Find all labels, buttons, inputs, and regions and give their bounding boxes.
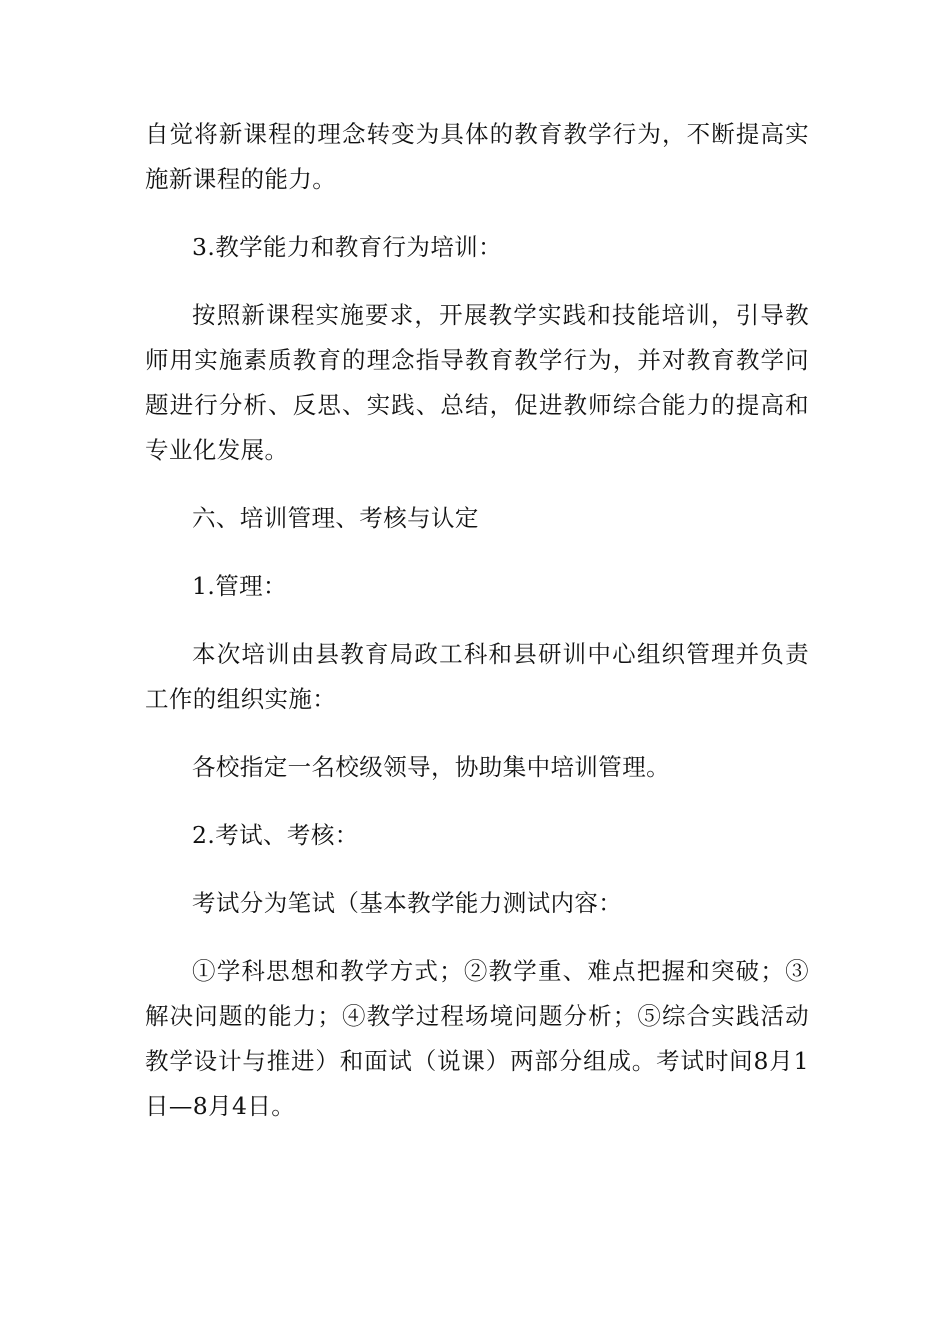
paragraph-continuation: 自觉将新课程的理念转变为具体的教育教学行为，不断提高实施新课程的能力。	[145, 120, 809, 193]
heading-teaching-ability-training: 3.教学能力和教育行为培训：	[192, 233, 503, 261]
document-body	[145, 112, 809, 1152]
heading-management: 1.管理：	[192, 572, 287, 600]
paragraph-organizer: 本次培训由县教育局政工科和县研训中心组织管理并负责工作的组织实施：	[145, 640, 809, 713]
paragraph-training-content: 按照新课程实施要求，开展教学实践和技能培训，引导教师用实施素质教育的理念指导教育教学行为，并对教育教学问题进行分析、反思、实践、总结，促进教师综合能力的提高和专业化发展。	[145, 301, 809, 464]
paragraph-exam-items: ①学科思想和教学方式；②教学重、难点把握和突破；③解决问题的能力；④教学过程场境问题分析；⑤综合实践活动教学设计与推进）和面试（说课）两部分组成。考试时间8月1日—8月4日。	[145, 957, 809, 1120]
heading-exam-assessment: 2.考试、考核：	[192, 821, 359, 849]
section-heading-management: 六、培训管理、考核与认定	[192, 504, 479, 532]
paragraph-school-leader: 各校指定一名校级领导，协助集中培训管理。	[192, 753, 670, 781]
paragraph-exam-intro: 考试分为笔试（基本教学能力测试内容：	[192, 889, 623, 917]
